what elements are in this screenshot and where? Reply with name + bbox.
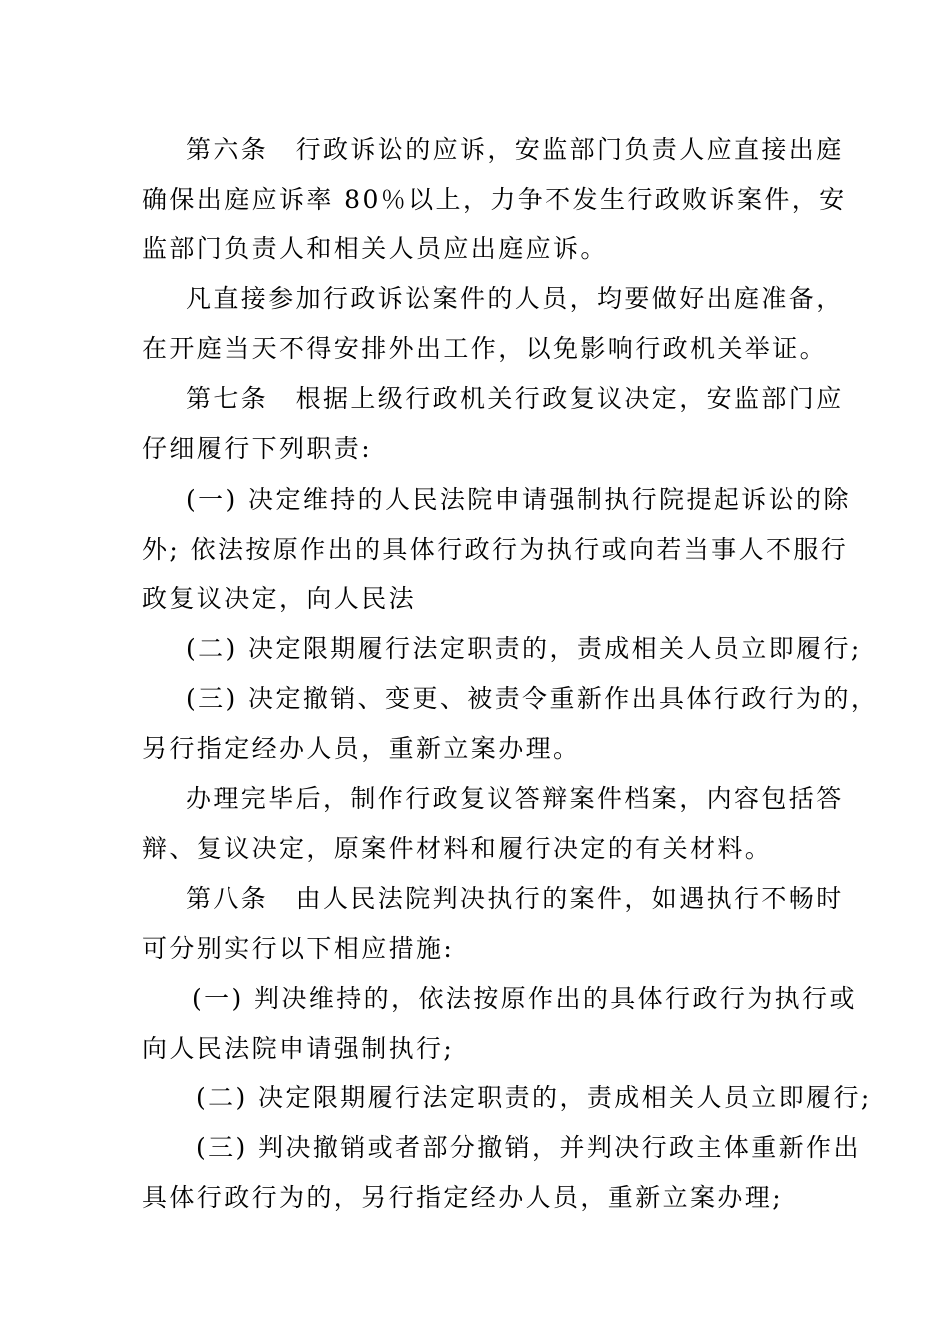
- text-line: 可分别实行以下相应措施:: [142, 934, 455, 963]
- text-line: 确保出庭应诉率 80％以上，力争不发生行政败诉案件，安: [142, 185, 847, 214]
- text-line: (一) 判决维持的，依法按原作出的具体行政行为执行或: [192, 984, 857, 1013]
- text-line: 向人民法院申请强制执行;: [142, 1034, 455, 1063]
- text-line: (二) 决定限期履行法定职责的，责成相关人员立即履行;: [186, 634, 862, 663]
- text-line: 另行指定经办人员，重新立案办理。: [142, 734, 581, 763]
- text-line: 具体行政行为的，另行指定经办人员，重新立案办理;: [142, 1183, 784, 1212]
- text-line: 第八条 由人民法院判决执行的案件，如遇执行不畅时: [186, 884, 844, 913]
- text-line: 在开庭当天不得安排外出工作，以免影响行政机关举证。: [142, 334, 828, 363]
- text-line: 凡直接参加行政诉讼案件的人员，均要做好出庭准备，: [186, 284, 844, 313]
- text-line: 政复议决定，向人民法: [142, 584, 417, 613]
- text-line: 外; 依法按原作出的具体行政行为执行或向若当事人不服行: [142, 535, 849, 564]
- text-line: (三) 判决撤销或者部分撤销，并判决行政主体重新作出: [196, 1133, 861, 1162]
- text-line: (一) 决定维持的人民法院申请强制执行院提起诉讼的除: [186, 485, 851, 514]
- text-line: 辩、复议决定，原案件材料和履行决定的有关材料。: [142, 834, 773, 863]
- text-line: (二) 决定限期履行法定职责的，责成相关人员立即履行;: [196, 1083, 872, 1112]
- text-line: 第六条 行政诉讼的应诉，安监部门负责人应直接出庭: [186, 135, 844, 164]
- text-line: (三) 决定撤销、变更、被责令重新作出具体行政行为的，: [186, 684, 879, 713]
- text-line: 监部门负责人和相关人员应出庭应诉。: [142, 234, 608, 263]
- text-line: 办理完毕后，制作行政复议答辩案件档案，内容包括答: [186, 784, 844, 813]
- text-line: 仔细履行下列职责:: [142, 434, 373, 463]
- text-line: 第七条 根据上级行政机关行政复议决定，安监部门应: [186, 384, 844, 413]
